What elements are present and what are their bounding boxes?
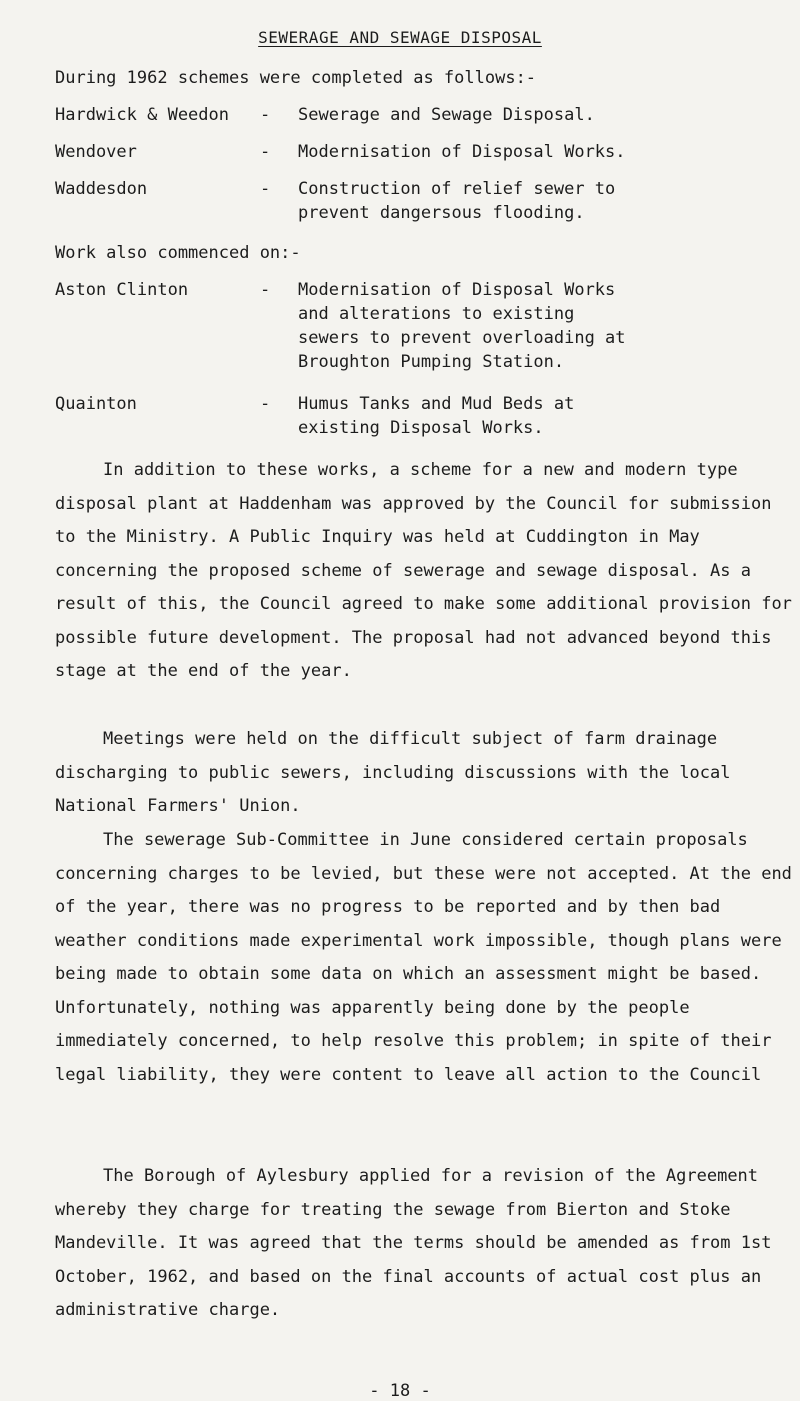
commenced-place-quainton: Quainton xyxy=(55,394,137,414)
intro-line: During 1962 schemes were completed as follows:- xyxy=(55,68,537,88)
commenced-dash: - xyxy=(260,394,271,414)
completed-place-waddesdon: Waddesdon xyxy=(55,179,148,199)
page-number: - 18 - xyxy=(369,1381,431,1401)
commenced-dash: - xyxy=(260,280,271,300)
section-heading: SEWERAGE AND SEWAGE DISPOSAL xyxy=(258,28,542,47)
completed-desc-hardwick: Sewerage and Sewage Disposal. xyxy=(298,105,595,125)
commenced-place-aston-clinton: Aston Clinton xyxy=(55,280,189,300)
commenced-desc-aston-clinton: Modernisation of Disposal Works and alterations to existing sewers to prevent overloading at Broughton Pumping Station. xyxy=(298,280,626,372)
completed-dash: - xyxy=(260,105,271,125)
commenced-intro-line: Work also commenced on:- xyxy=(55,243,301,263)
commenced-desc-quainton: Humus Tanks and Mud Beds at existing Disposal Works. xyxy=(298,394,575,438)
completed-desc-wendover: Modernisation of Disposal Works. xyxy=(298,142,626,162)
paragraph-farm-drainage: Meetings were held on the difficult subject of farm drainage discharging to public sewers, including discussions with the local National Farmers' Union. xyxy=(55,729,731,816)
paragraph-aylesbury: The Borough of Aylesbury applied for a revision of the Agreement whereby they charge for treating the sewage from Bierton and Stoke Mandeville. It was agreed that the terms should be amended as from 1st October, 1962, and based on the final accounts of actual cost plus an administrative charge. xyxy=(55,1166,772,1320)
completed-dash: - xyxy=(260,179,271,199)
completed-place-hardwick: Hardwick & Weedon xyxy=(55,105,229,125)
paragraph-sub-committee: The sewerage Sub-Committee in June considered certain proposals concerning charges to be levied, but these were not accepted. At the end of the year, there was no progress to be reported and by then bad weather conditions made experimental work impossible, though plans were being made to obtain some data on which an assessment might be based. Unfortunately, nothing was apparently being done by the people immediately concerned, to help resolve this problem; in spite of their legal liability, they were content to leave all action to the Council xyxy=(55,830,792,1085)
completed-dash: - xyxy=(260,142,271,162)
completed-place-wendover: Wendover xyxy=(55,142,137,162)
completed-desc-waddesdon: Construction of relief sewer to prevent dangersous flooding. xyxy=(298,179,616,223)
paragraph-haddenham: In addition to these works, a scheme for a new and modern type disposal plant at Haddenham was approved by the Council for submission to the Ministry. A Public Inquiry was held at Cuddington in May concerning the proposed scheme of sewerage and sewage disposal. As a result of this, the Council agreed to make some additional provision for possible future development. The proposal had not advanced beyond this stage at the end of the year. xyxy=(55,460,792,681)
